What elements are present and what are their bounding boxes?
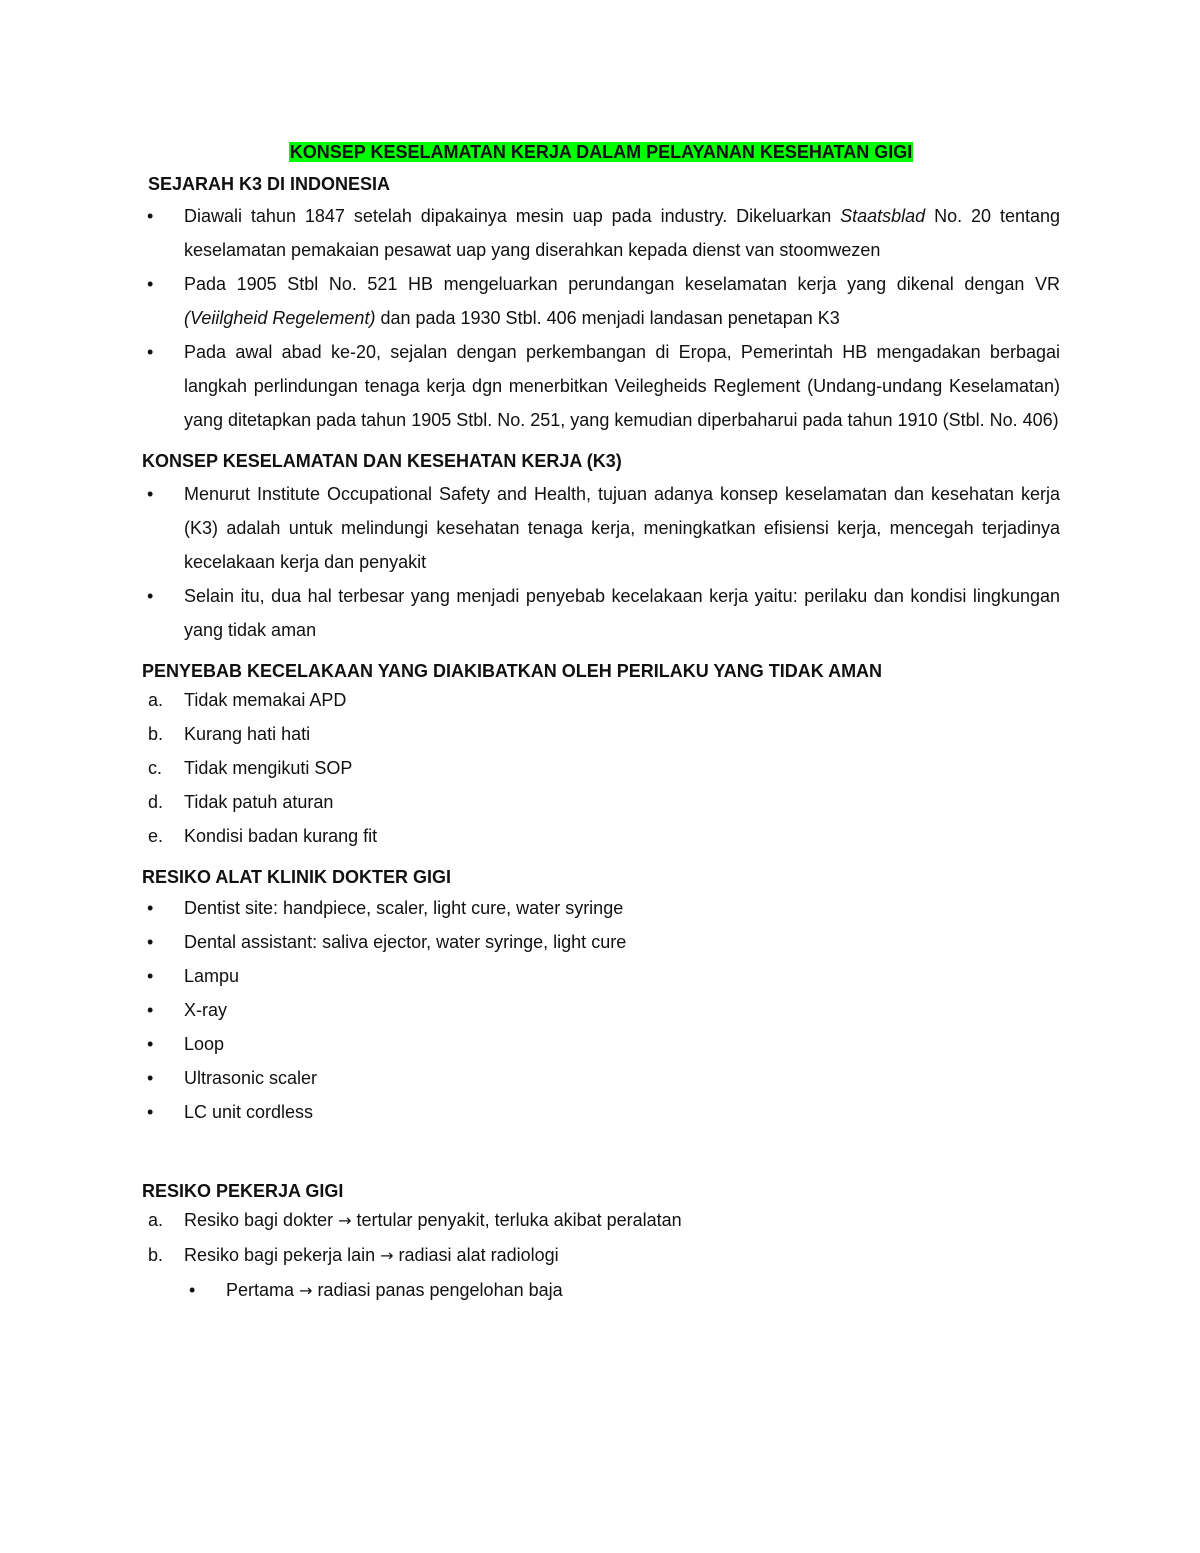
- resiko-alat-list: [142, 891, 1060, 1129]
- bullet-icon: •: [147, 274, 154, 294]
- item-text: Kondisi badan kurang fit: [184, 826, 378, 846]
- list-item: [142, 819, 1060, 853]
- list-marker: a.: [148, 690, 164, 710]
- arrow-icon: →: [380, 1246, 394, 1265]
- item-text: Pada awal abad ke-20, sejalan dengan perkembangan di Eropa, Pemerintah HB mengadakan berbagai langkah perlindungan tenaga kerja dgn menerbitkan Veilegheids Reglement (Undang-undang Keselamatan) yang ditetapkan pada tahun 1905 Stbl. No. 251, yang kemudian diperbaharui pada tahun 1910 (Stbl. No. 406): [184, 342, 1060, 430]
- list-item: [142, 477, 1060, 579]
- sejarah-list: [142, 199, 1060, 437]
- list-marker: b.: [148, 1245, 164, 1265]
- item-italic: (Veiilgheid Regelement): [184, 308, 376, 328]
- bullet-icon: •: [147, 1034, 154, 1054]
- list-item: [142, 1238, 1060, 1273]
- item-text: Tidak patuh aturan: [184, 792, 334, 812]
- item-text: Resiko bagi pekerja lain: [184, 1245, 381, 1265]
- list-item: [142, 891, 1060, 925]
- section-heading-resiko-pekerja: RESIKO PEKERJA GIGI: [142, 1181, 344, 1201]
- item-text: Pertama: [226, 1280, 300, 1300]
- page-title: KONSEP KESELAMATAN KERJA DALAM PELAYANAN KESEHATAN GIGI: [289, 142, 913, 162]
- list-item: [142, 199, 1060, 267]
- item-italic: Staatsblad: [840, 206, 926, 226]
- list-marker: c.: [148, 758, 163, 778]
- item-text: radiasi alat radiologi: [393, 1245, 559, 1265]
- list-item: [142, 1095, 1060, 1129]
- item-text: Pada 1905 Stbl No. 521 HB mengeluarkan perundangan keselamatan kerja yang dikenal dengan VR: [184, 274, 1060, 294]
- item-text: Tidak mengikuti SOP: [184, 758, 353, 778]
- document-page: [142, 140, 1060, 1308]
- item-text: radiasi panas pengelohan baja: [312, 1280, 563, 1300]
- title-row: [142, 140, 1060, 164]
- arrow-icon: →: [299, 1281, 313, 1300]
- section-heading-penyebab: PENYEBAB KECELAKAAN YANG DIAKIBATKAN OLEH PERILAKU YANG TIDAK AMAN: [142, 661, 883, 681]
- list-marker: e.: [148, 826, 164, 846]
- list-item: [142, 1061, 1060, 1095]
- list-marker: b.: [148, 724, 164, 744]
- item-text: Tidak memakai APD: [184, 690, 347, 710]
- item-text: Lampu: [184, 966, 240, 986]
- list-item: [142, 785, 1060, 819]
- item-text: Kurang hati hati: [184, 724, 311, 744]
- bullet-icon: •: [147, 898, 154, 918]
- bullet-icon: •: [147, 1102, 154, 1122]
- list-item: [142, 1203, 1060, 1238]
- list-marker: a.: [148, 1210, 164, 1230]
- list-item: [142, 993, 1060, 1027]
- resiko-pekerja-sublist: [142, 1273, 1060, 1308]
- bullet-icon: •: [147, 206, 154, 226]
- item-text: Menurut Institute Occupational Safety and Health, tujuan adanya konsep keselamatan dan kesehatan kerja (K3) adalah untuk melindungi kesehatan tenaga kerja, meningkatkan efisiensi kerja, mencegah terjadinya kecelakaan kerja dan penyakit: [184, 484, 1060, 572]
- list-item: [142, 579, 1060, 647]
- item-text: No. 20 tentang keselamatan pemakaian pesawat uap yang diserahkan kepada dienst van stoomwezen: [184, 206, 1061, 260]
- item-text: Loop: [184, 1034, 225, 1054]
- bullet-icon: •: [147, 1068, 154, 1088]
- list-item: [142, 267, 1060, 335]
- list-item: [142, 335, 1060, 437]
- penyebab-list: [142, 683, 1060, 853]
- resiko-pekerja-list: [142, 1203, 1060, 1273]
- item-text: Resiko bagi dokter: [184, 1210, 339, 1230]
- bullet-icon: •: [147, 966, 154, 986]
- item-text: Dental assistant: saliva ejector, water syringe, light cure: [184, 932, 627, 952]
- list-item: [142, 751, 1060, 785]
- bullet-icon: •: [147, 932, 154, 952]
- list-item: [142, 1273, 1060, 1308]
- konsep-list: [142, 477, 1060, 647]
- list-item: [142, 925, 1060, 959]
- list-item: [142, 717, 1060, 751]
- bullet-icon: •: [147, 484, 154, 504]
- bullet-icon: •: [147, 342, 154, 362]
- item-text: Dentist site: handpiece, scaler, light cure, water syringe: [184, 898, 624, 918]
- item-text: Diawali tahun 1847 setelah dipakainya mesin uap pada industry. Dikeluarkan: [184, 206, 841, 226]
- section-heading-resiko-alat: RESIKO ALAT KLINIK DOKTER GIGI: [142, 867, 451, 887]
- bullet-icon: •: [147, 586, 154, 606]
- list-item: [142, 1027, 1060, 1061]
- arrow-icon: →: [338, 1211, 352, 1230]
- item-text: LC unit cordless: [184, 1102, 314, 1122]
- section-heading-konsep: KONSEP KESELAMATAN DAN KESEHATAN KERJA (K3): [142, 451, 622, 471]
- item-text: Selain itu, dua hal terbesar yang menjadi penyebab kecelakaan kerja yaitu: perilaku dan kondisi lingkungan yang tidak aman: [184, 586, 1060, 640]
- section-heading-sejarah: SEJARAH K3 DI INDONESIA: [148, 174, 391, 194]
- item-text: dan pada 1930 Stbl. 406 menjadi landasan penetapan K3: [375, 308, 840, 328]
- bullet-icon: •: [147, 1000, 154, 1020]
- list-marker: d.: [148, 792, 164, 812]
- item-text: tertular penyakit, terluka akibat peralatan: [351, 1210, 682, 1230]
- list-item: [142, 959, 1060, 993]
- bullet-icon: •: [189, 1280, 196, 1300]
- list-item: [142, 683, 1060, 717]
- item-text: X-ray: [184, 1000, 228, 1020]
- item-text: Ultrasonic scaler: [184, 1068, 318, 1088]
